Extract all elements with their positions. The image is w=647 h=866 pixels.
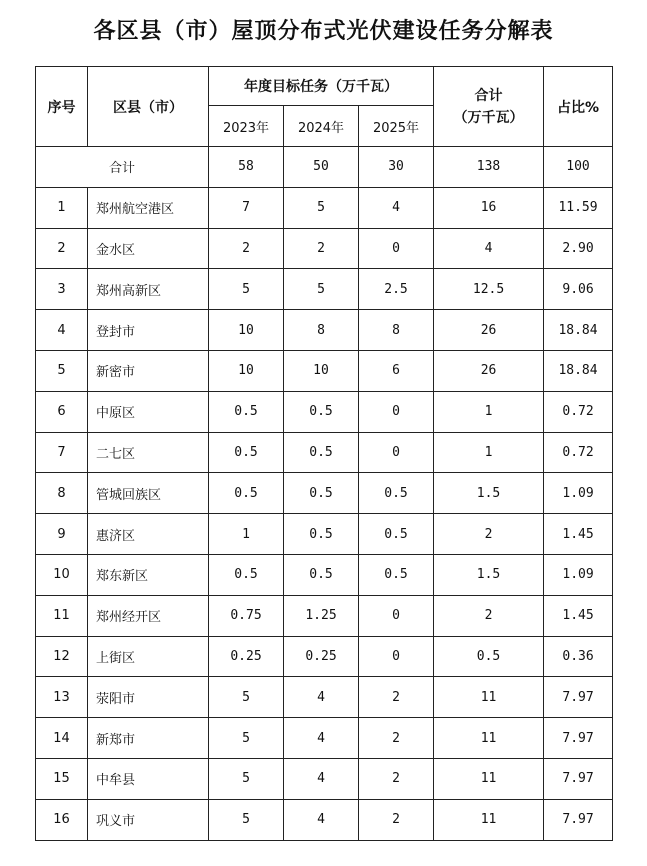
table-row bbox=[36, 310, 613, 351]
cell-share: 18.84 bbox=[544, 350, 613, 391]
cell-index: 9 bbox=[36, 514, 88, 555]
cell-2025: 4 bbox=[359, 187, 434, 228]
table-row bbox=[36, 595, 613, 636]
cell-total: 11 bbox=[434, 677, 544, 718]
cell-2023: 0.25 bbox=[209, 636, 284, 677]
cell-total: 11 bbox=[434, 718, 544, 759]
cell-2024: 5 bbox=[284, 187, 359, 228]
header-index: 序号 bbox=[36, 67, 88, 147]
cell-share: 0.72 bbox=[544, 391, 613, 432]
cell-2024: 0.5 bbox=[284, 432, 359, 473]
cell-total: 12.5 bbox=[434, 269, 544, 310]
cell-index: 10 bbox=[36, 554, 88, 595]
cell-index: 11 bbox=[36, 595, 88, 636]
cell-2023: 5 bbox=[209, 718, 284, 759]
cell-district: 新郑市 bbox=[88, 718, 209, 759]
cell-2025: 0.5 bbox=[359, 514, 434, 555]
cell-total: 2 bbox=[434, 595, 544, 636]
cell-share: 7.97 bbox=[544, 799, 613, 840]
cell-2024: 4 bbox=[284, 677, 359, 718]
cell-total: 1 bbox=[434, 432, 544, 473]
cell-share: 1.09 bbox=[544, 554, 613, 595]
cell-district: 二七区 bbox=[88, 432, 209, 473]
table-header bbox=[36, 67, 613, 147]
summary-share: 100 bbox=[544, 147, 613, 188]
cell-total: 16 bbox=[434, 187, 544, 228]
cell-2025: 2 bbox=[359, 799, 434, 840]
cell-district: 惠济区 bbox=[88, 514, 209, 555]
cell-share: 9.06 bbox=[544, 269, 613, 310]
cell-2023: 5 bbox=[209, 269, 284, 310]
cell-total: 26 bbox=[434, 310, 544, 351]
table-row bbox=[36, 432, 613, 473]
cell-total: 1.5 bbox=[434, 473, 544, 514]
table-row bbox=[36, 391, 613, 432]
cell-district: 郑州航空港区 bbox=[88, 187, 209, 228]
summary-2024: 50 bbox=[284, 147, 359, 188]
cell-2023: 0.5 bbox=[209, 554, 284, 595]
cell-district: 中牟县 bbox=[88, 758, 209, 799]
cell-2024: 2 bbox=[284, 228, 359, 269]
cell-2023: 0.5 bbox=[209, 432, 284, 473]
cell-2024: 0.25 bbox=[284, 636, 359, 677]
cell-index: 15 bbox=[36, 758, 88, 799]
cell-district: 中原区 bbox=[88, 391, 209, 432]
cell-index: 6 bbox=[36, 391, 88, 432]
cell-district: 郑州经开区 bbox=[88, 595, 209, 636]
cell-share: 2.90 bbox=[544, 228, 613, 269]
cell-share: 11.59 bbox=[544, 187, 613, 228]
cell-district: 荥阳市 bbox=[88, 677, 209, 718]
cell-2025: 0 bbox=[359, 636, 434, 677]
cell-index: 4 bbox=[36, 310, 88, 351]
header-year-2025: 2025年 bbox=[359, 106, 434, 147]
cell-index: 5 bbox=[36, 350, 88, 391]
cell-share: 0.36 bbox=[544, 636, 613, 677]
cell-district: 金水区 bbox=[88, 228, 209, 269]
cell-index: 7 bbox=[36, 432, 88, 473]
summary-2025: 30 bbox=[359, 147, 434, 188]
cell-2024: 0.5 bbox=[284, 473, 359, 514]
cell-total: 1 bbox=[434, 391, 544, 432]
cell-2024: 4 bbox=[284, 758, 359, 799]
table-body bbox=[36, 147, 613, 841]
cell-2024: 8 bbox=[284, 310, 359, 351]
header-year-2024: 2024年 bbox=[284, 106, 359, 147]
cell-2025: 0 bbox=[359, 432, 434, 473]
cell-2025: 0 bbox=[359, 228, 434, 269]
table-row bbox=[36, 350, 613, 391]
cell-index: 14 bbox=[36, 718, 88, 759]
cell-share: 1.09 bbox=[544, 473, 613, 514]
cell-index: 1 bbox=[36, 187, 88, 228]
cell-index: 13 bbox=[36, 677, 88, 718]
summary-2023: 58 bbox=[209, 147, 284, 188]
cell-total: 1.5 bbox=[434, 554, 544, 595]
cell-2023: 10 bbox=[209, 310, 284, 351]
table-row bbox=[36, 554, 613, 595]
table-row bbox=[36, 718, 613, 759]
cell-2025: 2 bbox=[359, 677, 434, 718]
cell-total: 26 bbox=[434, 350, 544, 391]
header-district: 区县（市） bbox=[88, 67, 209, 147]
cell-2025: 2 bbox=[359, 758, 434, 799]
cell-total: 11 bbox=[434, 758, 544, 799]
cell-2024: 5 bbox=[284, 269, 359, 310]
summary-label: 合计 bbox=[36, 147, 209, 188]
cell-2024: 4 bbox=[284, 799, 359, 840]
cell-2025: 0 bbox=[359, 391, 434, 432]
cell-2023: 0.5 bbox=[209, 473, 284, 514]
cell-index: 3 bbox=[36, 269, 88, 310]
cell-2023: 0.5 bbox=[209, 391, 284, 432]
cell-2024: 0.5 bbox=[284, 514, 359, 555]
cell-2024: 0.5 bbox=[284, 391, 359, 432]
table-row bbox=[36, 514, 613, 555]
cell-total: 0.5 bbox=[434, 636, 544, 677]
cell-district: 管城回族区 bbox=[88, 473, 209, 514]
table-row bbox=[36, 758, 613, 799]
cell-total: 2 bbox=[434, 514, 544, 555]
cell-2023: 1 bbox=[209, 514, 284, 555]
header-year-2023: 2023年 bbox=[209, 106, 284, 147]
header-total-line2: （万千瓦） bbox=[453, 109, 524, 126]
cell-district: 上街区 bbox=[88, 636, 209, 677]
document-title: 各区县（市）屋顶分布式光伏建设任务分解表 bbox=[93, 18, 554, 44]
cell-2025: 2 bbox=[359, 718, 434, 759]
cell-2025: 0.5 bbox=[359, 554, 434, 595]
table-row bbox=[36, 636, 613, 677]
cell-2025: 8 bbox=[359, 310, 434, 351]
cell-2023: 0.75 bbox=[209, 595, 284, 636]
cell-share: 1.45 bbox=[544, 514, 613, 555]
cell-share: 7.97 bbox=[544, 718, 613, 759]
cell-2023: 2 bbox=[209, 228, 284, 269]
cell-2025: 0 bbox=[359, 595, 434, 636]
table-row bbox=[36, 187, 613, 228]
cell-2025: 2.5 bbox=[359, 269, 434, 310]
cell-share: 1.45 bbox=[544, 595, 613, 636]
table-row bbox=[36, 269, 613, 310]
cell-district: 新密市 bbox=[88, 350, 209, 391]
summary-total: 138 bbox=[434, 147, 544, 188]
cell-2025: 0.5 bbox=[359, 473, 434, 514]
cell-index: 8 bbox=[36, 473, 88, 514]
cell-2023: 5 bbox=[209, 799, 284, 840]
cell-district: 巩义市 bbox=[88, 799, 209, 840]
header-share: 占比% bbox=[544, 67, 613, 147]
cell-2024: 1.25 bbox=[284, 595, 359, 636]
cell-share: 7.97 bbox=[544, 758, 613, 799]
cell-2023: 10 bbox=[209, 350, 284, 391]
cell-2024: 0.5 bbox=[284, 554, 359, 595]
task-table bbox=[35, 66, 613, 841]
cell-district: 郑东新区 bbox=[88, 554, 209, 595]
summary-row bbox=[36, 147, 613, 188]
table-row bbox=[36, 228, 613, 269]
header-total-line1: 合计 bbox=[474, 87, 503, 104]
cell-share: 0.72 bbox=[544, 432, 613, 473]
cell-index: 16 bbox=[36, 799, 88, 840]
cell-2023: 5 bbox=[209, 677, 284, 718]
cell-total: 4 bbox=[434, 228, 544, 269]
header-total bbox=[434, 67, 544, 147]
cell-2023: 5 bbox=[209, 758, 284, 799]
cell-2024: 4 bbox=[284, 718, 359, 759]
cell-index: 2 bbox=[36, 228, 88, 269]
table-row bbox=[36, 473, 613, 514]
cell-index: 12 bbox=[36, 636, 88, 677]
cell-share: 7.97 bbox=[544, 677, 613, 718]
cell-district: 郑州高新区 bbox=[88, 269, 209, 310]
cell-share: 18.84 bbox=[544, 310, 613, 351]
cell-district: 登封市 bbox=[88, 310, 209, 351]
cell-2024: 10 bbox=[284, 350, 359, 391]
table-row bbox=[36, 677, 613, 718]
cell-total: 11 bbox=[434, 799, 544, 840]
table-row bbox=[36, 799, 613, 840]
header-annual-target: 年度目标任务（万千瓦） bbox=[209, 67, 434, 106]
cell-2023: 7 bbox=[209, 187, 284, 228]
cell-2025: 6 bbox=[359, 350, 434, 391]
